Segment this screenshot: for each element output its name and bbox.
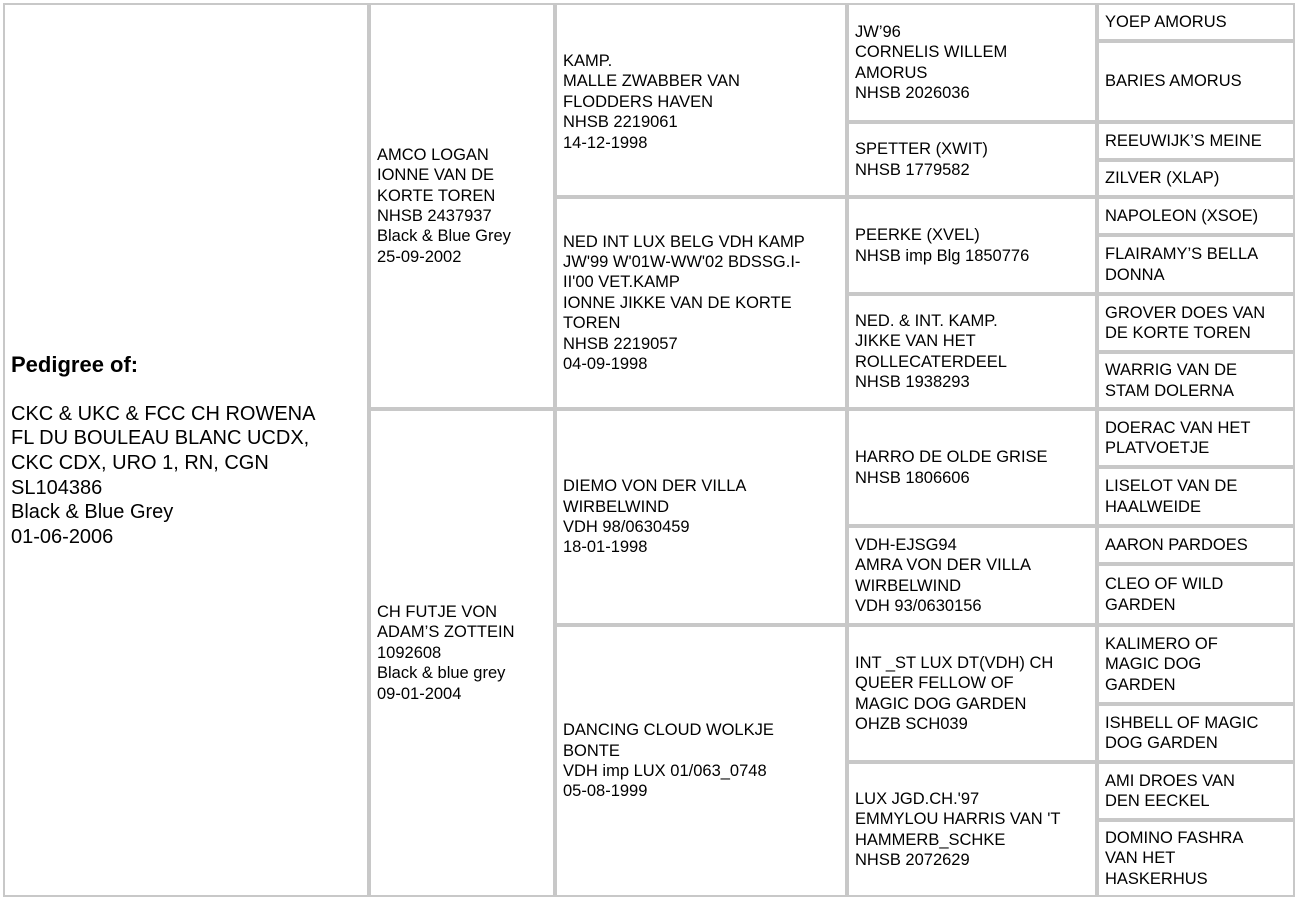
great-grandparent-cell: [847, 197, 1097, 294]
grandparent-cell: [555, 409, 847, 625]
ggg-parent-text: CLEO OF WILD GARDEN: [1105, 575, 1224, 614]
ggg-parent-cell: [1097, 762, 1295, 820]
ggg-parent-text: LISELOT VAN DE HAALWEIDE: [1105, 477, 1238, 516]
ggg-parent-cell: [1097, 625, 1295, 704]
ggg-parent-cell: [1097, 704, 1295, 762]
ggg-parent-text: GROVER DOES VAN DE KORTE TOREN: [1105, 303, 1266, 342]
parent-sire-text: AMCO LOGAN IONNE VAN DE KORTE TOREN NHSB 2437937 Black & Blue Grey 25-09-2002: [377, 145, 511, 266]
ggg-parent-text: ZILVER (XLAP): [1105, 169, 1220, 188]
ggg-parent-cell: [1097, 235, 1295, 294]
great-grandparent-text: HARRO DE OLDE GRISE NHSB 1806606: [855, 448, 1048, 487]
ggg-parent-text: DOMINO FASHRA VAN HET HASKERHUS: [1105, 828, 1244, 888]
great-grandparent-text: INT _ST LUX DT(VDH) CH QUEER FELLOW OF MAGIC DOG GARDEN OHZB SCH039: [855, 653, 1054, 733]
subject-details: CKC & UKC & FCC CH ROWENA FL DU BOULEAU BLANC UCDX, CKC CDX, URO 1, RN, CGN SL104386 Black & Blue Grey 01-06-2006: [11, 402, 316, 548]
great-grandparent-cell: [847, 409, 1097, 526]
ggg-parent-text: AMI DROES VAN DEN EECKEL: [1105, 771, 1235, 810]
ggg-parent-text: REEUWIJK’S MEINE: [1105, 131, 1262, 150]
ggg-parent-cell: [1097, 3, 1295, 41]
parent-cell-sire: [369, 3, 555, 409]
ggg-parent-text: KALIMERO OF MAGIC DOG GARDEN: [1105, 634, 1218, 694]
subject-cell: [3, 3, 369, 897]
grandparent-text: KAMP. MALLE ZWABBER VAN FLODDERS HAVEN NHSB 2219061 14-12-1998: [563, 52, 740, 152]
ggg-parent-cell: [1097, 160, 1295, 197]
ggg-parent-text: BARIES AMORUS: [1105, 72, 1242, 91]
pedigree-title: Pedigree of:: [11, 351, 139, 377]
great-grandparent-cell: [847, 526, 1097, 625]
ggg-parent-cell: [1097, 409, 1295, 467]
ggg-parent-cell: [1097, 122, 1295, 160]
ggg-parent-text: WARRIG VAN DE STAM DOLERNA: [1105, 361, 1238, 400]
ggg-parent-cell: [1097, 41, 1295, 122]
grandparent-cell: [555, 3, 847, 197]
great-grandparent-text: SPETTER (XWIT) NHSB 1779582: [855, 140, 988, 179]
parent-dam-text: CH FUTJE VON ADAM’S ZOTTEIN 1092608 Black & blue grey 09-01-2004: [377, 602, 515, 703]
ggg-parent-cell: [1097, 564, 1295, 625]
ggg-parent-cell: [1097, 294, 1295, 352]
ggg-parent-text: ISHBELL OF MAGIC DOG GARDEN: [1105, 713, 1259, 752]
ggg-parent-text: FLAIRAMY’S BELLA DONNA: [1105, 245, 1259, 284]
ggg-parent-cell: [1097, 467, 1295, 526]
great-grandparent-text: LUX JGD.CH.'97 EMMYLOU HARRIS VAN 'T HAMMERB_SCHKE NHSB 2072629: [855, 789, 1061, 869]
great-grandparent-text: VDH-EJSG94 AMRA VON DER VILLA WIRBELWIND VDH 93/0630156: [855, 535, 1032, 615]
ggg-parent-text: NAPOLEON (XSOE): [1105, 206, 1259, 225]
grandparent-cell: [555, 197, 847, 409]
ggg-parent-text: YOEP AMORUS: [1105, 12, 1227, 31]
great-grandparent-cell: [847, 122, 1097, 197]
grandparent-text: DANCING CLOUD WOLKJE BONTE VDH imp LUX 01/063_0748 05-08-1999: [563, 721, 774, 801]
great-grandparent-text: NED. & INT. KAMP. JIKKE VAN HET ROLLECATERDEEL NHSB 1938293: [855, 311, 1007, 391]
great-grandparent-text: JW’96 CORNELIS WILLEM AMORUS NHSB 2026036: [855, 22, 1008, 102]
ggg-parent-text: DOERAC VAN HET PLATVOETJE: [1105, 418, 1251, 457]
ggg-parent-text: AARON PARDOES: [1105, 535, 1248, 554]
great-grandparent-text: PEERKE (XVEL) NHSB imp Blg 1850776: [855, 226, 1030, 265]
grandparent-text: DIEMO VON DER VILLA WIRBELWIND VDH 98/0630459 18-01-1998: [563, 477, 747, 557]
great-grandparent-cell: [847, 3, 1097, 122]
great-grandparent-cell: [847, 294, 1097, 409]
ggg-parent-cell: [1097, 352, 1295, 409]
grandparent-text: NED INT LUX BELG VDH KAMP JW'99 W'01W-WW'02 BDSSG.I- II'00 VET.KAMP IONNE JIKKE VAN DE KORTE TOREN NHSB 2219057 04-09-1998: [563, 232, 805, 374]
ggg-parent-cell: [1097, 820, 1295, 897]
ggg-parent-cell: [1097, 526, 1295, 564]
grandparent-cell: [555, 625, 847, 897]
parent-cell-dam: [369, 409, 555, 897]
great-grandparent-cell: [847, 625, 1097, 762]
ggg-parent-cell: [1097, 197, 1295, 235]
great-grandparent-cell: [847, 762, 1097, 897]
